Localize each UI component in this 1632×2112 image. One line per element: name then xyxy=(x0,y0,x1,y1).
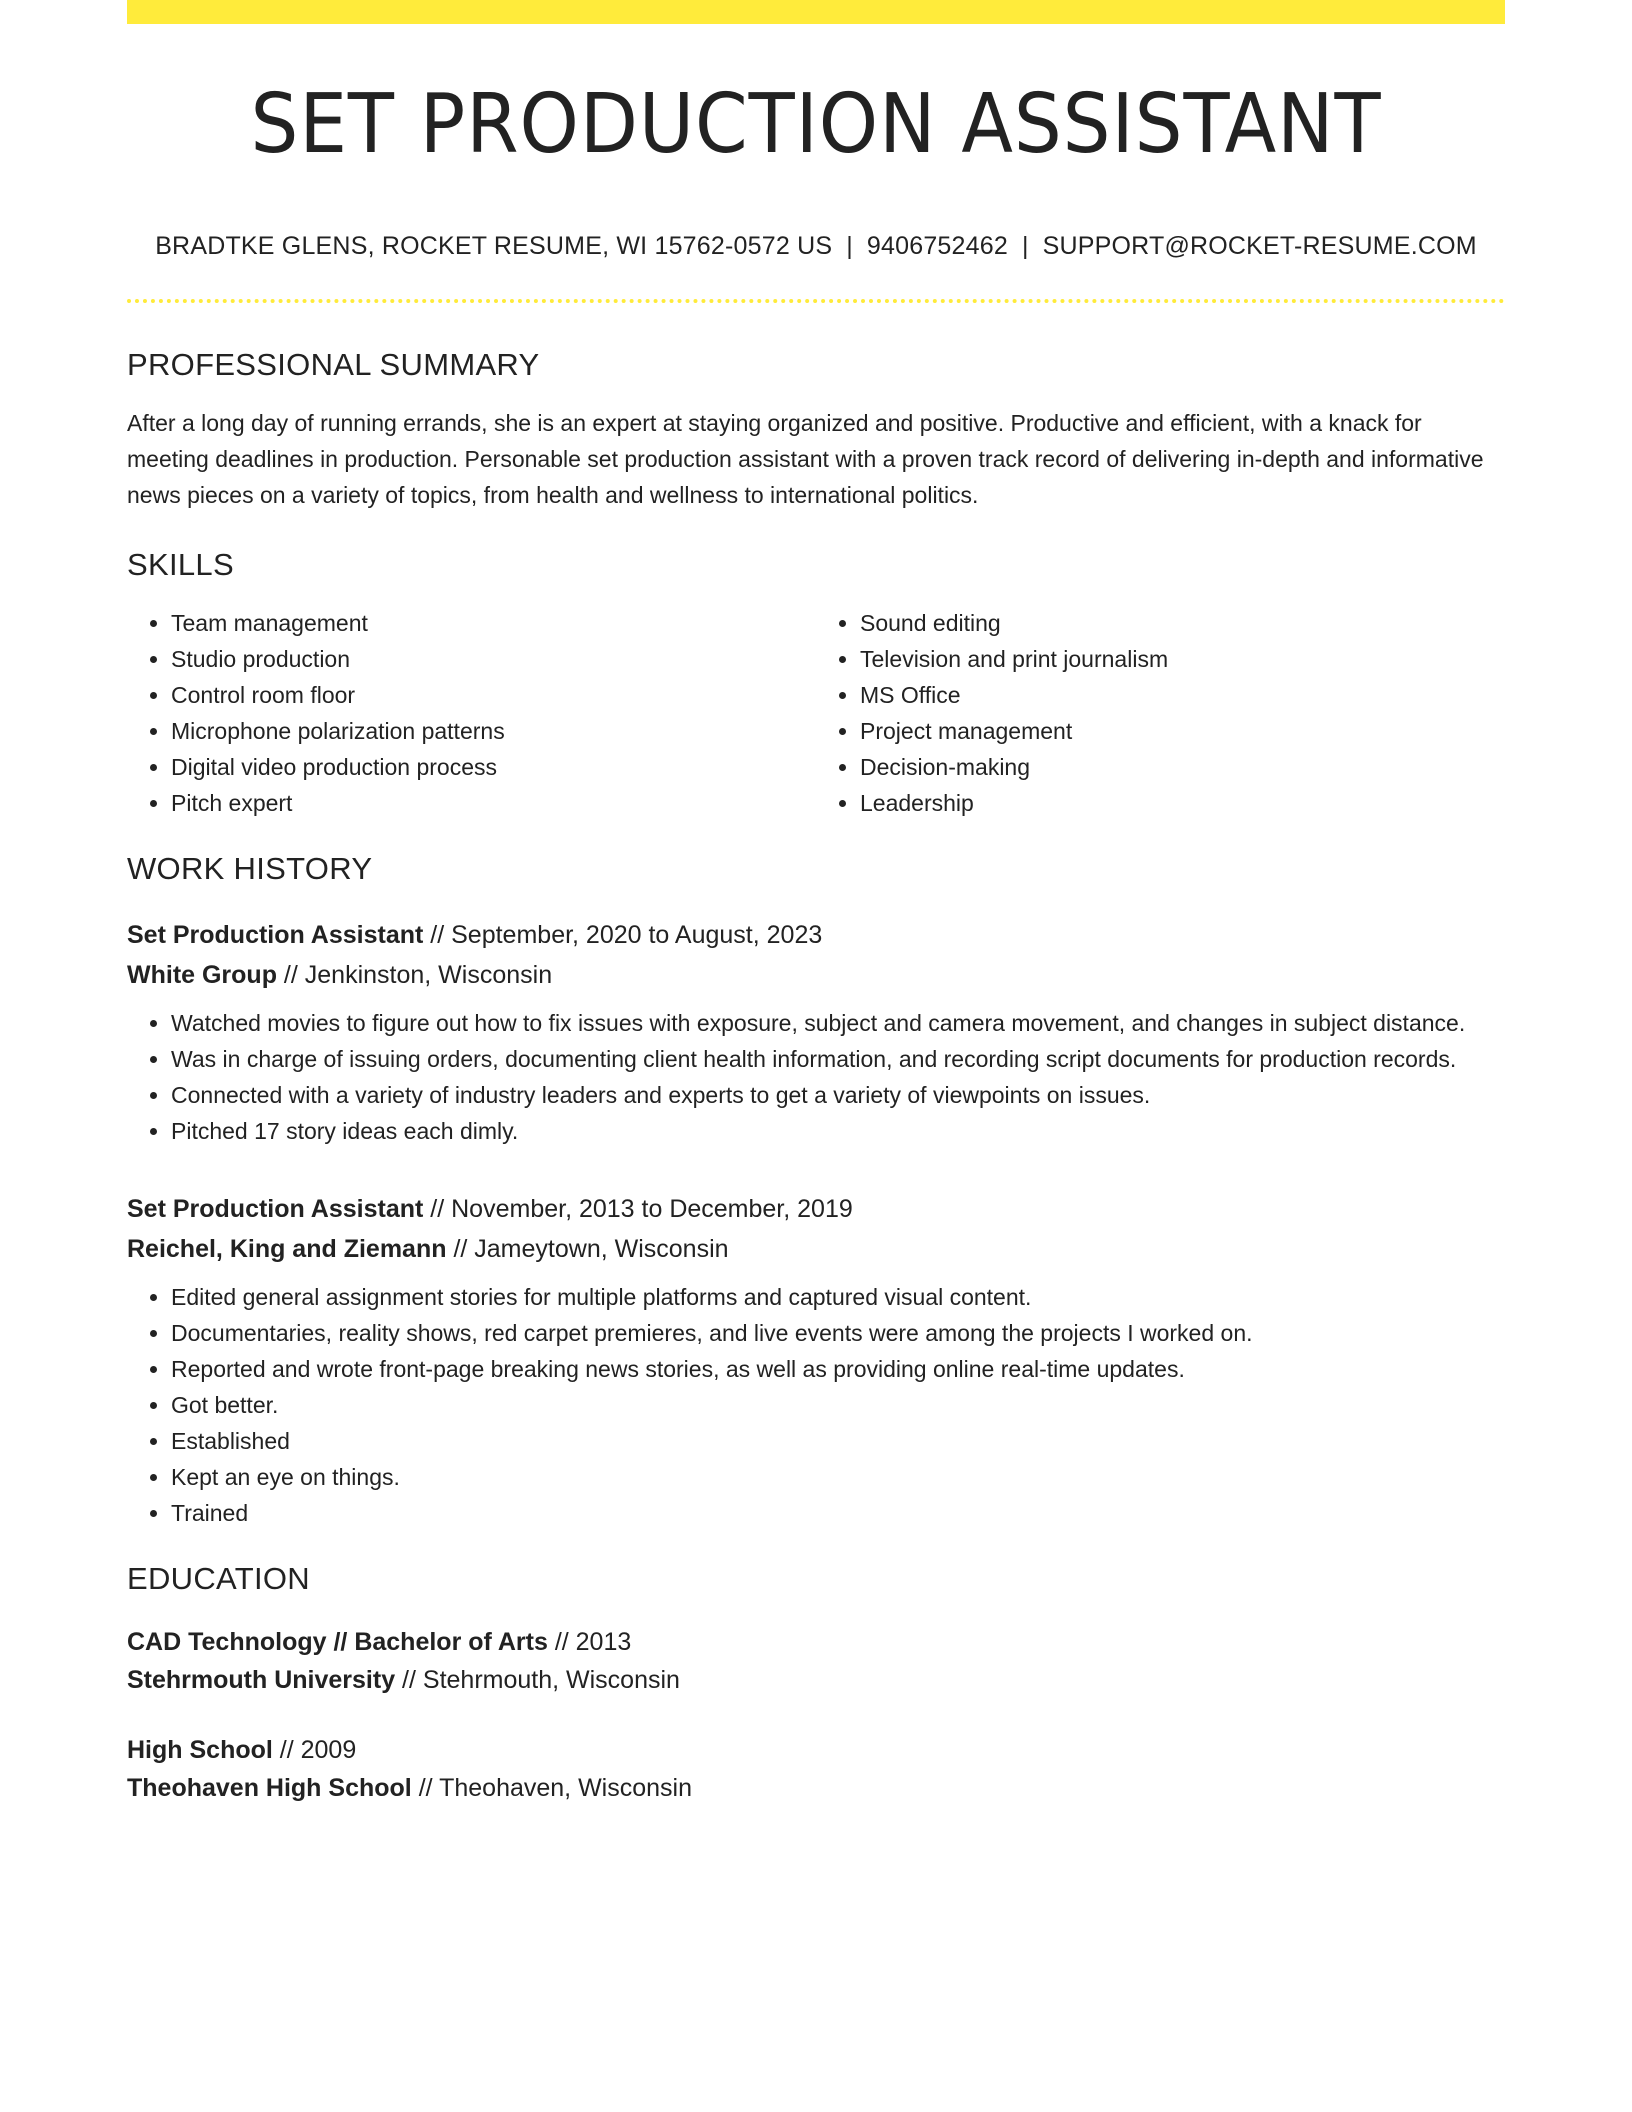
skill-item: • Sound editing xyxy=(860,605,1505,641)
job-bullet: • Connected with a variety of industry leaders and experts to get a variety of viewpoints on issues. xyxy=(171,1077,1505,1113)
job-company-line xyxy=(127,955,1505,995)
education-degree-line xyxy=(127,1623,1505,1661)
job-bullet: • Reported and wrote front-page breaking news stories, as well as providing online real-time updates. xyxy=(171,1351,1505,1387)
contact-line xyxy=(127,232,1505,261)
contact-phone: 9406752462 xyxy=(866,232,1008,260)
job-bullet: • Got better. xyxy=(171,1387,1505,1423)
skill-item: • Control room floor xyxy=(171,677,816,713)
job-position: Set Production Assistant xyxy=(127,921,424,949)
job-bullet: • Watched movies to figure out how to fix issues with exposure, subject and camera movement, and changes in subject distance. xyxy=(171,1005,1505,1041)
resume-title: SET PRODUCTION ASSISTANT xyxy=(250,77,1382,172)
education-school-line xyxy=(127,1661,1505,1699)
summary-heading: PROFESSIONAL SUMMARY xyxy=(127,347,540,382)
job-company: Reichel, King and Ziemann xyxy=(127,1235,447,1263)
contact-email: SUPPORT@ROCKET-RESUME.COM xyxy=(1042,232,1477,260)
job-bullets xyxy=(127,1005,1505,1149)
summary-text: After a long day of running errands, she is an expert at staying organized and positive. Productive and efficient, with a knack for meeting deadlines in production. Personable set production assistant with a proven track record of delivering in-depth and informative news pieces on a variety of topics, from health and wellness to international politics. xyxy=(127,410,1484,508)
job-bullet: • Established xyxy=(171,1423,1505,1459)
education-heading: EDUCATION xyxy=(127,1561,310,1596)
job-bullet: • Edited general assignment stories for multiple platforms and captured visual content. xyxy=(171,1279,1505,1315)
skill-item: • Project management xyxy=(860,713,1505,749)
job-position: Set Production Assistant xyxy=(127,1195,424,1223)
skills-right-column xyxy=(816,605,1505,821)
education-year: // 2013 xyxy=(547,1628,632,1656)
job-bullet: • Kept an eye on things. xyxy=(171,1459,1505,1495)
job-dates: // November, 2013 to December, 2019 xyxy=(423,1195,853,1223)
work-history-heading: WORK HISTORY xyxy=(127,851,373,886)
accent-bar xyxy=(127,0,1505,24)
dotted-divider xyxy=(127,299,1505,303)
resume-page xyxy=(127,0,1505,1807)
skills-left-column xyxy=(127,605,816,821)
skill-item: • Microphone polarization patterns xyxy=(171,713,816,749)
education-location: // Theohaven, Wisconsin xyxy=(411,1774,692,1802)
skills-grid xyxy=(127,605,1505,821)
contact-separator: | xyxy=(1021,232,1029,260)
education-school: Theohaven High School xyxy=(127,1774,412,1802)
skill-item: • MS Office xyxy=(860,677,1505,713)
skill-item: • Digital video production process xyxy=(171,749,816,785)
skill-item: • Team management xyxy=(171,605,816,641)
contact-address: BRADTKE GLENS, ROCKET RESUME, WI 15762-0572 US xyxy=(155,232,833,260)
job-company: White Group xyxy=(127,961,277,989)
skill-item: • Television and print journalism xyxy=(860,641,1505,677)
job-location: // Jameytown, Wisconsin xyxy=(446,1235,729,1263)
education-degree: High School xyxy=(127,1736,273,1764)
job-position-line xyxy=(127,915,1505,955)
education-year: // 2009 xyxy=(272,1736,357,1764)
job-entry xyxy=(127,915,1505,1149)
education-entry xyxy=(127,1731,1505,1807)
education-degree: CAD Technology // Bachelor of Arts xyxy=(127,1628,548,1656)
job-dates: // September, 2020 to August, 2023 xyxy=(423,921,823,949)
education-degree-line xyxy=(127,1731,1505,1769)
education-location: // Stehrmouth, Wisconsin xyxy=(395,1666,680,1694)
education-entry xyxy=(127,1623,1505,1699)
education-school-line xyxy=(127,1769,1505,1807)
skill-item: • Leadership xyxy=(860,785,1505,821)
job-entry xyxy=(127,1189,1505,1531)
skill-item: • Pitch expert xyxy=(171,785,816,821)
skills-heading: SKILLS xyxy=(127,547,234,582)
skill-item: • Decision-making xyxy=(860,749,1505,785)
job-bullet: • Documentaries, reality shows, red carpet premieres, and live events were among the projects I worked on. xyxy=(171,1315,1505,1351)
job-company-line xyxy=(127,1229,1505,1269)
education-school: Stehrmouth University xyxy=(127,1666,396,1694)
skill-item: • Studio production xyxy=(171,641,816,677)
contact-separator: | xyxy=(846,232,853,260)
job-bullet: • Was in charge of issuing orders, documenting client health information, and recording script documents for production records. xyxy=(171,1041,1505,1077)
job-bullet: • Pitched 17 story ideas each dimly. xyxy=(171,1113,1505,1149)
job-bullets xyxy=(127,1279,1505,1531)
job-bullet: • Trained xyxy=(171,1495,1505,1531)
job-location: // Jenkinston, Wisconsin xyxy=(276,961,553,989)
job-position-line xyxy=(127,1189,1505,1229)
